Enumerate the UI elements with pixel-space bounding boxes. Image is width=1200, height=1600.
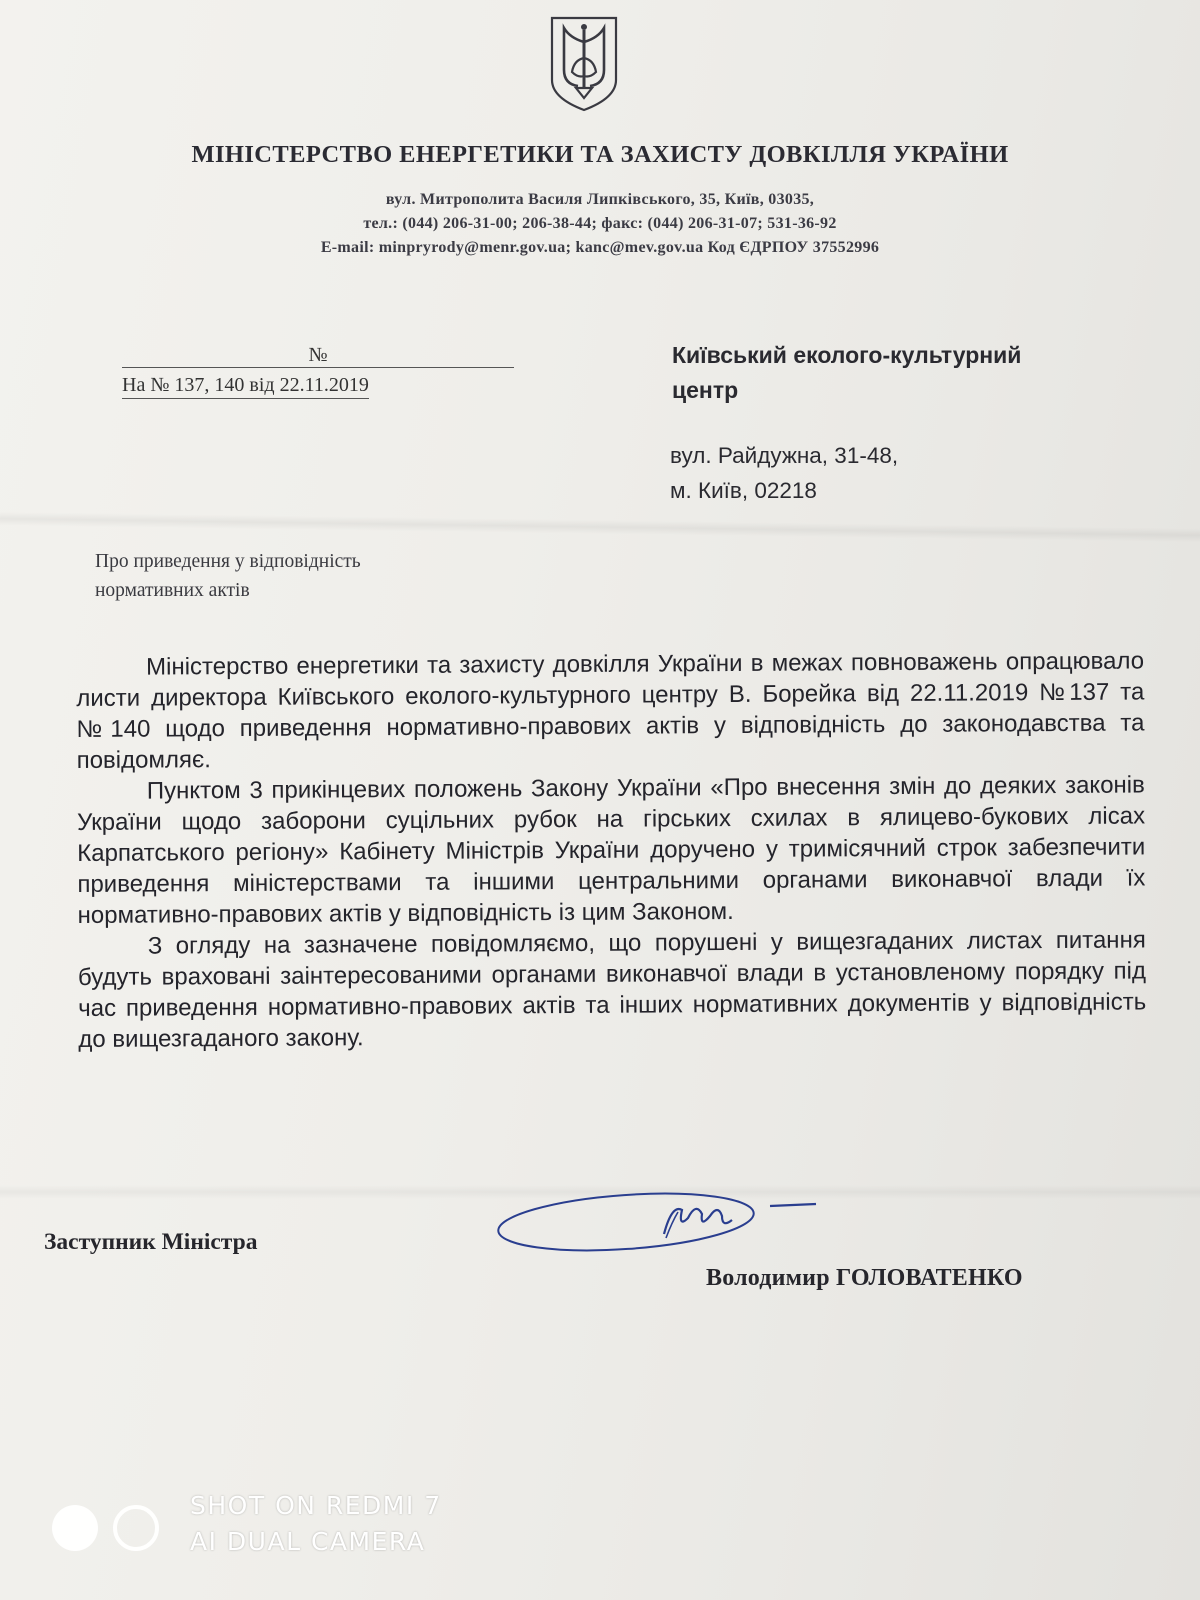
signer-name: Володимир ГОЛОВАТЕНКО <box>706 1265 1023 1291</box>
recipient-street: вул. Райдужна, 31-48, <box>670 443 899 468</box>
ministry-contacts <box>190 188 1010 260</box>
letter-body <box>76 645 1146 1055</box>
letter-subject <box>95 547 515 605</box>
ministry-phones: тел.: (044) 206-31-00; 206-38-44; факс: (044) 206-31-07; 531-36-92 <box>363 215 837 232</box>
body-paragraph: Міністерство енергетики та захисту довкілля України в межах повноважень опрацювало листи директора Київського еколого-культурного центру В. Борейка від 22.11.2019 №137 та №140 щодо приведення нормативно-правових актів у відповідність до законодавства та повідомляє. <box>76 647 1145 774</box>
recipient-address <box>670 438 1140 508</box>
body-paragraph: З огляду на зазначене повідомляємо, що порушені у вищезгаданих листах питання будуть враховані заінтересованими органами виконавчої влади в установленому порядку під час приведення нормативно-правових актів та інших нормативних документів у відповідність до вищезгаданого закону. <box>77 926 1147 1053</box>
incoming-reference: На № 137, 140 від 22.11.2019 <box>122 372 369 399</box>
watermark-line: AI DUAL CAMERA <box>190 1527 426 1556</box>
ministry-email: E-mail: minpryrody@menr.gov.ua; kanc@mev.gov.ua Код ЄДРПОУ 37552996 <box>320 239 880 256</box>
body-paragraph: Пунктом 3 прикінцевих положень Закону України «Про внесення змін до деяких законів України щодо заборони суцільних рубок на гірських схилах в ялицево-букових лісах Карпатського регіону» Кабінету Міністрів України доручено у тримісячний строк забезпечити приведення міністерствами та іншими центральними органами виконавчої влади їх нормативно-правових актів у відповідність із цим Законом. <box>76 771 1146 929</box>
ministry-address: вул. Митрополита Василя Липківського, 35, Київ, 03035, <box>385 191 815 208</box>
subject-line: нормативних актів <box>95 580 250 601</box>
coat-of-arms-icon <box>548 14 620 114</box>
camera-dots-icon <box>50 1488 168 1568</box>
subject-line: Про приведення у відповідність <box>95 551 361 572</box>
recipient-name <box>672 338 1142 408</box>
recipient-city: м. Київ, 02218 <box>670 478 817 503</box>
recipient-name-line: Київський еколого-культурний <box>672 342 1022 368</box>
watermark-line: SHOT ON REDMI 7 <box>190 1491 442 1520</box>
registration-block <box>122 343 522 399</box>
signer-position: Заступник Міністра <box>44 1229 258 1255</box>
watermark-text <box>190 1488 442 1560</box>
paper-fold <box>0 512 1200 543</box>
camera-watermark <box>50 1488 470 1568</box>
recipient-name-line: центр <box>672 377 739 403</box>
outgoing-number: № <box>122 343 514 368</box>
ministry-name: МІНІСТЕРСТВО ЕНЕРГЕТИКИ ТА ЗАХИСТУ ДОВКІЛЛЯ УКРАЇНИ <box>191 141 1009 168</box>
